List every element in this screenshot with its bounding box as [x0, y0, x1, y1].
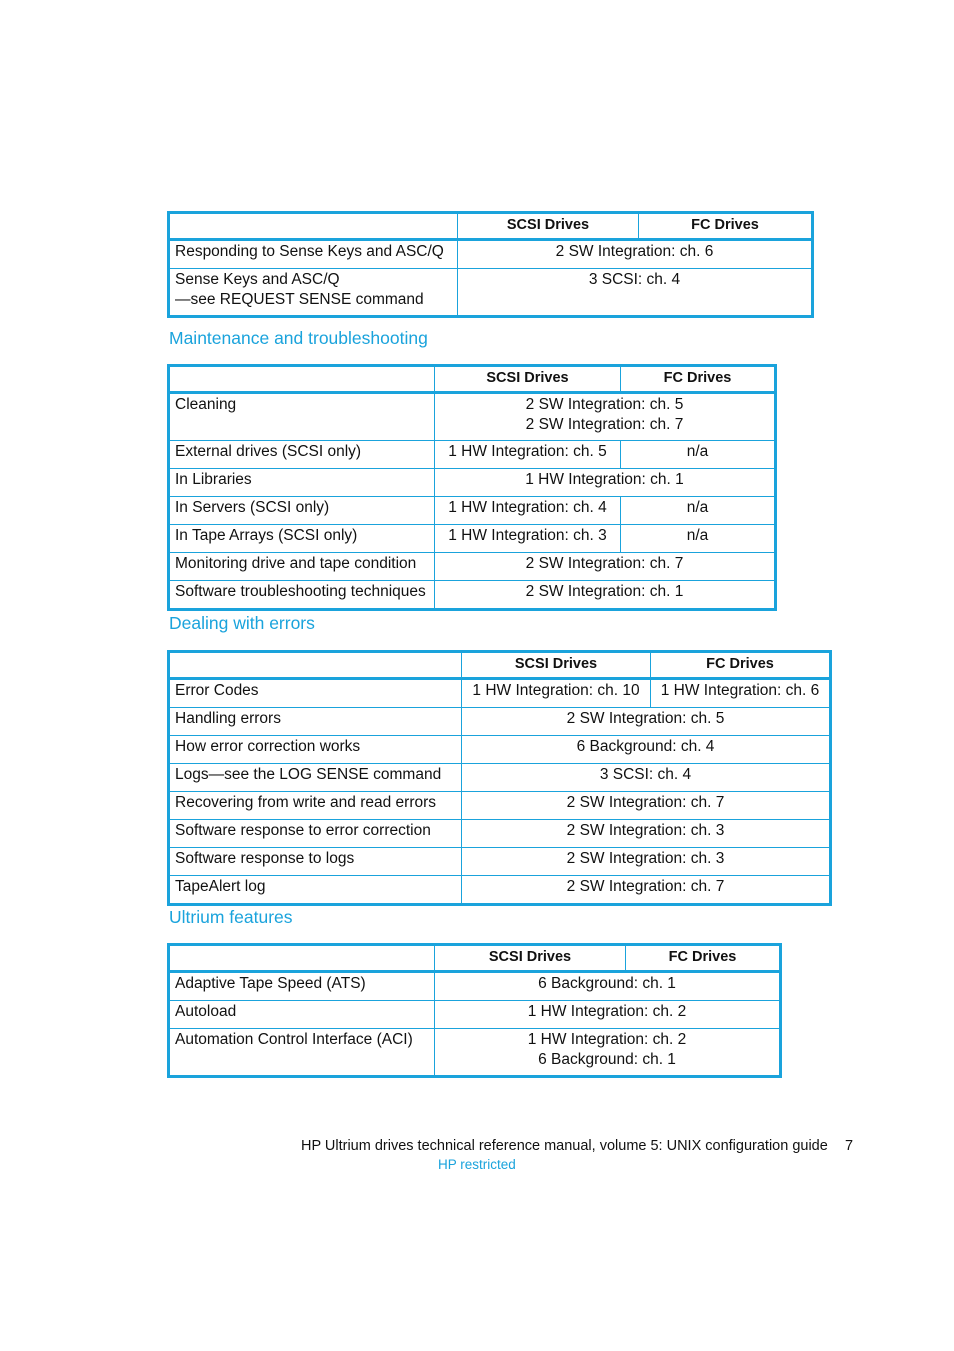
topic-cell [169, 497, 435, 525]
table-row [169, 269, 813, 317]
reference-cell [435, 972, 781, 1001]
header-topic-cell [169, 945, 435, 972]
topic-text: In Servers (SCSI only) [175, 499, 330, 516]
table-row [169, 393, 776, 441]
topic-cell [169, 708, 462, 736]
reference-text: 3 SCSI: ch. 4 [588, 271, 681, 288]
header-fc-cell: FC Drives [626, 945, 781, 972]
topic-text: Handling errors [175, 710, 281, 727]
header-fc-cell: FC Drives [639, 213, 813, 240]
topic-cell [169, 1029, 435, 1077]
topic-text: —see REQUEST SENSE command [175, 290, 424, 308]
topic-cell [169, 736, 462, 764]
topic-cell [169, 553, 435, 581]
reference-cell [462, 708, 831, 736]
topic-cell [169, 525, 435, 553]
fc-reference-cell: 1 HW Integration: ch. 6 [651, 679, 831, 708]
topic-cell [169, 1001, 435, 1029]
topic-cell [169, 240, 458, 269]
scsi-reference-cell: 1 HW Integration: ch. 4 [435, 497, 621, 525]
reference-text: 6 Background: ch. 4 [576, 738, 715, 755]
table-row [169, 469, 776, 497]
table-row [169, 736, 831, 764]
reference-text: 1 HW Integration: ch. 2 [527, 1003, 687, 1020]
reference-cell [458, 240, 813, 269]
topic-text: Error Codes [175, 682, 259, 699]
reference-text: 1 HW Integration: ch. 2 [527, 1031, 687, 1048]
page-number: 7 [845, 1138, 854, 1154]
reference-cell [462, 764, 831, 792]
topic-cell [169, 441, 435, 469]
reference-cell [435, 1001, 781, 1029]
topic-text: Responding to Sense Keys and ASC/Q [175, 243, 444, 260]
scsi-reference-cell: 1 HW Integration: ch. 3 [435, 525, 621, 553]
topic-cell [169, 972, 435, 1001]
topic-text: In Tape Arrays (SCSI only) [175, 527, 358, 544]
reference-text: 2 SW Integration: ch. 7 [525, 415, 684, 433]
header-scsi-cell: SCSI Drives [435, 366, 621, 393]
reference-text: 2 SW Integration: ch. 3 [566, 822, 725, 839]
topic-cell [169, 469, 435, 497]
reference-text: 2 SW Integration: ch. 7 [525, 555, 684, 572]
header-fc-cell: FC Drives [621, 366, 776, 393]
reference-text: 2 SW Integration: ch. 3 [566, 850, 725, 867]
header-topic-cell [169, 366, 435, 393]
reference-text: 2 SW Integration: ch. 1 [525, 583, 684, 600]
table-row [169, 553, 776, 581]
table-row [169, 708, 831, 736]
topic-text: Cleaning [175, 396, 237, 413]
reference-cell [462, 848, 831, 876]
topic-text: Software response to error correction [175, 822, 431, 839]
header-row [169, 652, 831, 679]
header-row [169, 366, 776, 393]
maintenance-table [167, 364, 777, 611]
scsi-reference-cell: 1 HW Integration: ch. 10 [462, 679, 651, 708]
reference-text: 3 SCSI: ch. 4 [599, 766, 692, 783]
table-row [169, 972, 781, 1001]
reference-cell [462, 876, 831, 905]
table-row [169, 497, 776, 525]
section-heading-maintenance: Maintenance and troubleshooting [169, 328, 428, 348]
topic-cell [169, 269, 458, 317]
topic-text: Autoload [175, 1003, 237, 1020]
reference-cell [462, 792, 831, 820]
scsi-reference-cell: 1 HW Integration: ch. 5 [435, 441, 621, 469]
table-row [169, 1001, 781, 1029]
header-topic-cell [169, 652, 462, 679]
section-heading-errors: Dealing with errors [169, 613, 315, 633]
reference-cell [435, 393, 776, 441]
header-scsi-cell: SCSI Drives [458, 213, 639, 240]
sense-keys-table [167, 211, 814, 318]
topic-text: TapeAlert log [175, 878, 266, 895]
topic-cell [169, 848, 462, 876]
topic-text: How error correction works [175, 738, 361, 755]
reference-text: 2 SW Integration: ch. 7 [566, 794, 725, 811]
reference-cell [435, 469, 776, 497]
topic-text: Software troubleshooting techniques [175, 583, 426, 600]
topic-text: In Libraries [175, 471, 252, 488]
header-topic-cell [169, 213, 458, 240]
topic-text: Adaptive Tape Speed (ATS) [175, 975, 366, 992]
table-row [169, 792, 831, 820]
reference-text: 6 Background: ch. 1 [538, 975, 676, 992]
table-row [169, 525, 776, 553]
topic-cell [169, 764, 462, 792]
reference-cell [462, 820, 831, 848]
reference-text: 6 Background: ch. 1 [538, 1050, 676, 1068]
topic-cell [169, 393, 435, 441]
fc-reference-cell: n/a [621, 525, 776, 553]
table-row [169, 820, 831, 848]
topic-cell [169, 820, 462, 848]
table-row [169, 679, 831, 708]
reference-cell [435, 1029, 781, 1077]
topic-text: Sense Keys and ASC/Q [175, 271, 340, 288]
topic-cell [169, 876, 462, 905]
header-scsi-cell: SCSI Drives [462, 652, 651, 679]
table-row [169, 764, 831, 792]
reference-cell [435, 553, 776, 581]
reference-cell [458, 269, 813, 317]
fc-reference-cell: n/a [621, 497, 776, 525]
header-scsi-cell: SCSI Drives [435, 945, 626, 972]
section-heading-features: Ultrium features [169, 907, 293, 927]
reference-text: 2 SW Integration: ch. 5 [566, 710, 725, 727]
topic-cell [169, 581, 435, 610]
reference-text: 1 HW Integration: ch. 1 [525, 471, 684, 488]
header-row [169, 945, 781, 972]
topic-text: Recovering from write and read errors [175, 794, 437, 811]
reference-cell [462, 736, 831, 764]
fc-reference-cell: n/a [621, 441, 776, 469]
table-row [169, 1029, 781, 1077]
topic-cell [169, 679, 462, 708]
header-fc-cell: FC Drives [651, 652, 831, 679]
table-row [169, 240, 813, 269]
topic-text: Software response to logs [175, 850, 355, 867]
reference-text: 2 SW Integration: ch. 6 [555, 243, 714, 260]
header-row [169, 213, 813, 240]
reference-text: 2 SW Integration: ch. 5 [525, 396, 684, 413]
topic-text: External drives (SCSI only) [175, 443, 362, 460]
table-row [169, 441, 776, 469]
topic-text: Monitoring drive and tape condition [175, 555, 417, 572]
features-table [167, 943, 782, 1078]
topic-cell [169, 792, 462, 820]
table-row [169, 876, 831, 905]
topic-text: Automation Control Interface (ACI) [175, 1031, 413, 1048]
errors-table [167, 650, 832, 906]
table-row [169, 848, 831, 876]
table-row [169, 581, 776, 610]
reference-text: 2 SW Integration: ch. 7 [566, 878, 725, 895]
restricted-notice: HP restricted [438, 1157, 516, 1172]
reference-cell [435, 581, 776, 610]
topic-text: Logs—see the LOG SENSE command [175, 766, 442, 783]
footer-title: HP Ultrium drives technical reference manual, volume 5: UNIX configuration guide [301, 1138, 828, 1154]
